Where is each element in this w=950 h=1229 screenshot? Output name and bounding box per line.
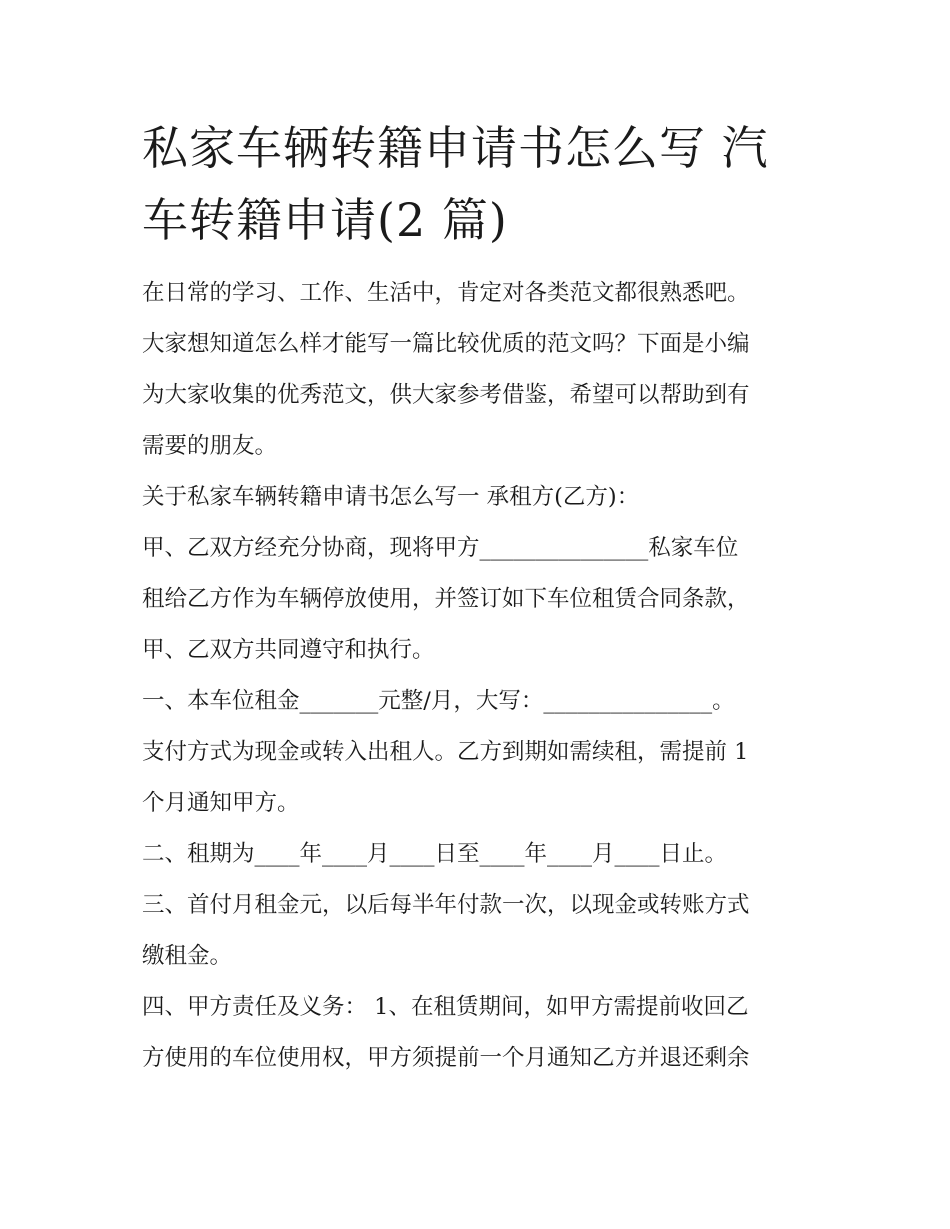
- text-line: 甲、乙双方经充分协商，现将甲方_______________私家车位: [142, 535, 739, 561]
- text-line: 三、首付月租金元，以后每半年付款一次，以现金或转账方式: [142, 892, 750, 918]
- agreement-paragraph: [142, 523, 814, 676]
- text-line: 支付方式为现金或转入出租人。乙方到期如需续租，需提前 1: [142, 739, 749, 765]
- document-page: [142, 112, 814, 1084]
- document-title: [142, 112, 814, 256]
- clause-2-paragraph: [142, 829, 814, 880]
- text-line: 大家想知道怎么样才能写一篇比较优质的范文吗？下面是小编: [142, 331, 750, 357]
- text-line: 需要的朋友。: [142, 433, 278, 459]
- text-line: 关于私家车辆转籍申请书怎么写一 承租方(乙方)：: [142, 484, 640, 510]
- text-line: 为大家收集的优秀范文，供大家参考借鉴，希望可以帮助到有: [142, 382, 750, 408]
- clause-3-paragraph: [142, 880, 814, 982]
- title-line-1: 私家车辆转籍申请书怎么写 汽: [142, 121, 769, 175]
- text-line: 方使用的车位使用权，甲方须提前一个月通知乙方并退还剩余: [142, 1045, 750, 1071]
- text-line: 在日常的学习、工作、生活中，肯定对各类范文都很熟悉吧。: [142, 280, 750, 306]
- text-line: 个月通知甲方。: [142, 790, 300, 816]
- clause-1-paragraph: [142, 676, 814, 829]
- text-line: 二、租期为____年____月____日至____年____月____日止。: [142, 841, 728, 867]
- clause-4-paragraph: [142, 982, 814, 1084]
- section-heading-paragraph: [142, 472, 814, 523]
- text-line: 一、本车位租金_______元整/月，大写：_______________。: [142, 688, 735, 714]
- title-line-2: 车转籍申请(2 篇): [142, 193, 508, 247]
- text-line: 缴租金。: [142, 943, 233, 969]
- text-line: 租给乙方作为车辆停放使用，并签订如下车位租赁合同条款，: [142, 586, 750, 612]
- intro-paragraph: [142, 268, 814, 472]
- text-line: 甲、乙双方共同遵守和执行。: [142, 637, 435, 663]
- document-body: [142, 268, 814, 1084]
- text-line: 四、甲方责任及义务： 1、在租赁期间，如甲方需提前收回乙: [142, 994, 749, 1020]
